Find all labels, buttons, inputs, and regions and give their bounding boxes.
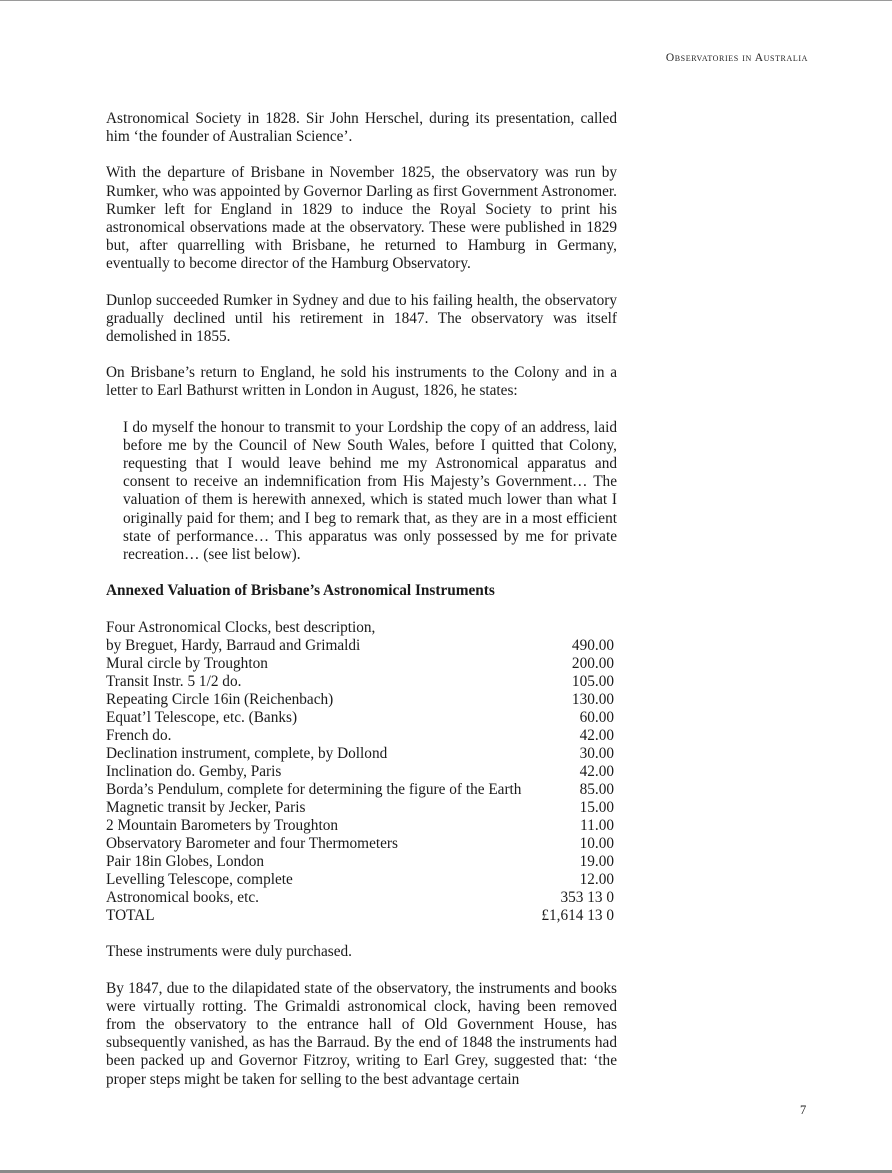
page-body <box>106 110 617 1107</box>
table-row <box>106 691 614 709</box>
table-row <box>106 637 614 655</box>
page-number: 7 <box>800 1103 807 1117</box>
valuation-heading: Annexed Valuation of Brisbane’s Astronomical Instruments <box>106 582 495 600</box>
table-row <box>106 799 614 817</box>
item-name: Magnetic transit by Jecker, Paris <box>106 799 306 817</box>
table-row <box>106 745 614 763</box>
table-row <box>106 889 614 907</box>
item-name: Declination instrument, complete, by Dollond <box>106 745 388 763</box>
table-row-total <box>106 907 614 925</box>
item-name: Observatory Barometer and four Thermometers <box>106 835 398 853</box>
item-amount: 490.00 <box>571 637 614 655</box>
item-amount: 105.00 <box>571 673 614 691</box>
item-amount: 85.00 <box>579 781 614 799</box>
item-amount: 130.00 <box>571 691 614 709</box>
total-amount: £1,614 13 0 <box>541 907 614 925</box>
item-amount: 353 13 0 <box>560 889 614 907</box>
table-row <box>106 781 614 799</box>
item-name: Transit Instr. 5 1/2 do. <box>106 673 242 691</box>
paragraph-4: On Brisbane’s return to England, he sold his instruments to the Colony and in a letter to Earl Bathurst written in London in August, 1826, he states: <box>106 364 617 400</box>
paragraph-6: By 1847, due to the dilapidated state of the observatory, the instruments and books were virtually rotting. The Grimaldi astronomical clock, having been removed from the observatory to the entrance hall of Old Government House, has subsequently vanished, as has the Barraud. By the end of 1848 the instruments had been packed up and Governor Fitzroy, writing to Earl Grey, suggested that: ‘the proper steps might be taken for selling to the best advantage certain <box>106 979 617 1088</box>
paragraph-2: With the departure of Brisbane in November 1825, the observatory was run by Rumker, who was appointed by Governor Darling as first Government Astronomer. Rumker left for England in 1829 to induce the Royal Society to print his astronomical observations made at the observatory. These were published in 1829 but, after quarrelling with Brisbane, he returned to Hamburg in Germany, eventually to become director of the Hamburg Observatory. <box>106 164 617 273</box>
item-amount: 30.00 <box>579 745 614 763</box>
item-amount: 10.00 <box>579 835 614 853</box>
item-name: Repeating Circle 16in (Reichenbach) <box>106 691 334 709</box>
item-name: Levelling Telescope, complete <box>106 871 293 889</box>
item-name: 2 Mountain Barometers by Troughton <box>106 817 339 835</box>
table-row <box>106 763 614 781</box>
item-amount: 60.00 <box>579 709 614 727</box>
table-row <box>106 727 614 745</box>
item-amount: 12.00 <box>579 871 614 889</box>
item-name: Astronomical books, etc. <box>106 889 259 907</box>
total-label: TOTAL <box>106 907 155 925</box>
item-name: Pair 18in Globes, London <box>106 853 265 871</box>
item-amount: 42.00 <box>579 727 614 745</box>
valuation-table <box>106 619 614 925</box>
paragraph-1: Astronomical Society in 1828. Sir John Herschel, during its presentation, called him ‘the founder of Australian Science’. <box>106 110 617 146</box>
item-name: by Breguet, Hardy, Barraud and Grimaldi <box>106 637 361 655</box>
page-top-edge <box>0 0 892 1</box>
item-name: Inclination do. Gemby, Paris <box>106 763 282 781</box>
table-row <box>106 817 614 835</box>
table-row <box>106 871 614 889</box>
item-name: Four Astronomical Clocks, best description, <box>106 619 376 637</box>
item-name: French do. <box>106 727 172 745</box>
running-head: Observatories in Australia <box>665 52 808 64</box>
item-amount: 11.00 <box>580 817 614 835</box>
table-row <box>106 835 614 853</box>
table-row <box>106 709 614 727</box>
item-name: Equat’l Telescope, etc. (Banks) <box>106 709 298 727</box>
item-amount: 42.00 <box>579 763 614 781</box>
item-name: Borda’s Pendulum, complete for determining the figure of the Earth <box>106 781 522 799</box>
table-row <box>106 853 614 871</box>
block-quote: I do myself the honour to transmit to your Lordship the copy of an address, laid before me by the Council of New South Wales, before I quitted that Colony, requesting that I would leave behind me my Astronomical apparatus and consent to receive an indemnification from His Majesty’s Government… The valuation of them is herewith annexed, which is stated much lower than what I originally paid for them; and I beg to remark that, as they are in a most efficient state of performance… This apparatus was only possessed by me for private recreation… (see list below). <box>123 418 617 564</box>
table-row <box>106 673 614 691</box>
item-name: Mural circle by Troughton <box>106 655 268 673</box>
paragraph-5: These instruments were duly purchased. <box>106 943 352 961</box>
table-row <box>106 655 614 673</box>
table-row <box>106 619 614 637</box>
paragraph-3: Dunlop succeeded Rumker in Sydney and due to his failing health, the observatory gradually declined until his retirement in 1847. The observatory was itself demolished in 1855. <box>106 291 617 346</box>
item-amount: 15.00 <box>579 799 614 817</box>
item-amount: 19.00 <box>579 853 614 871</box>
item-amount: 200.00 <box>571 655 614 673</box>
